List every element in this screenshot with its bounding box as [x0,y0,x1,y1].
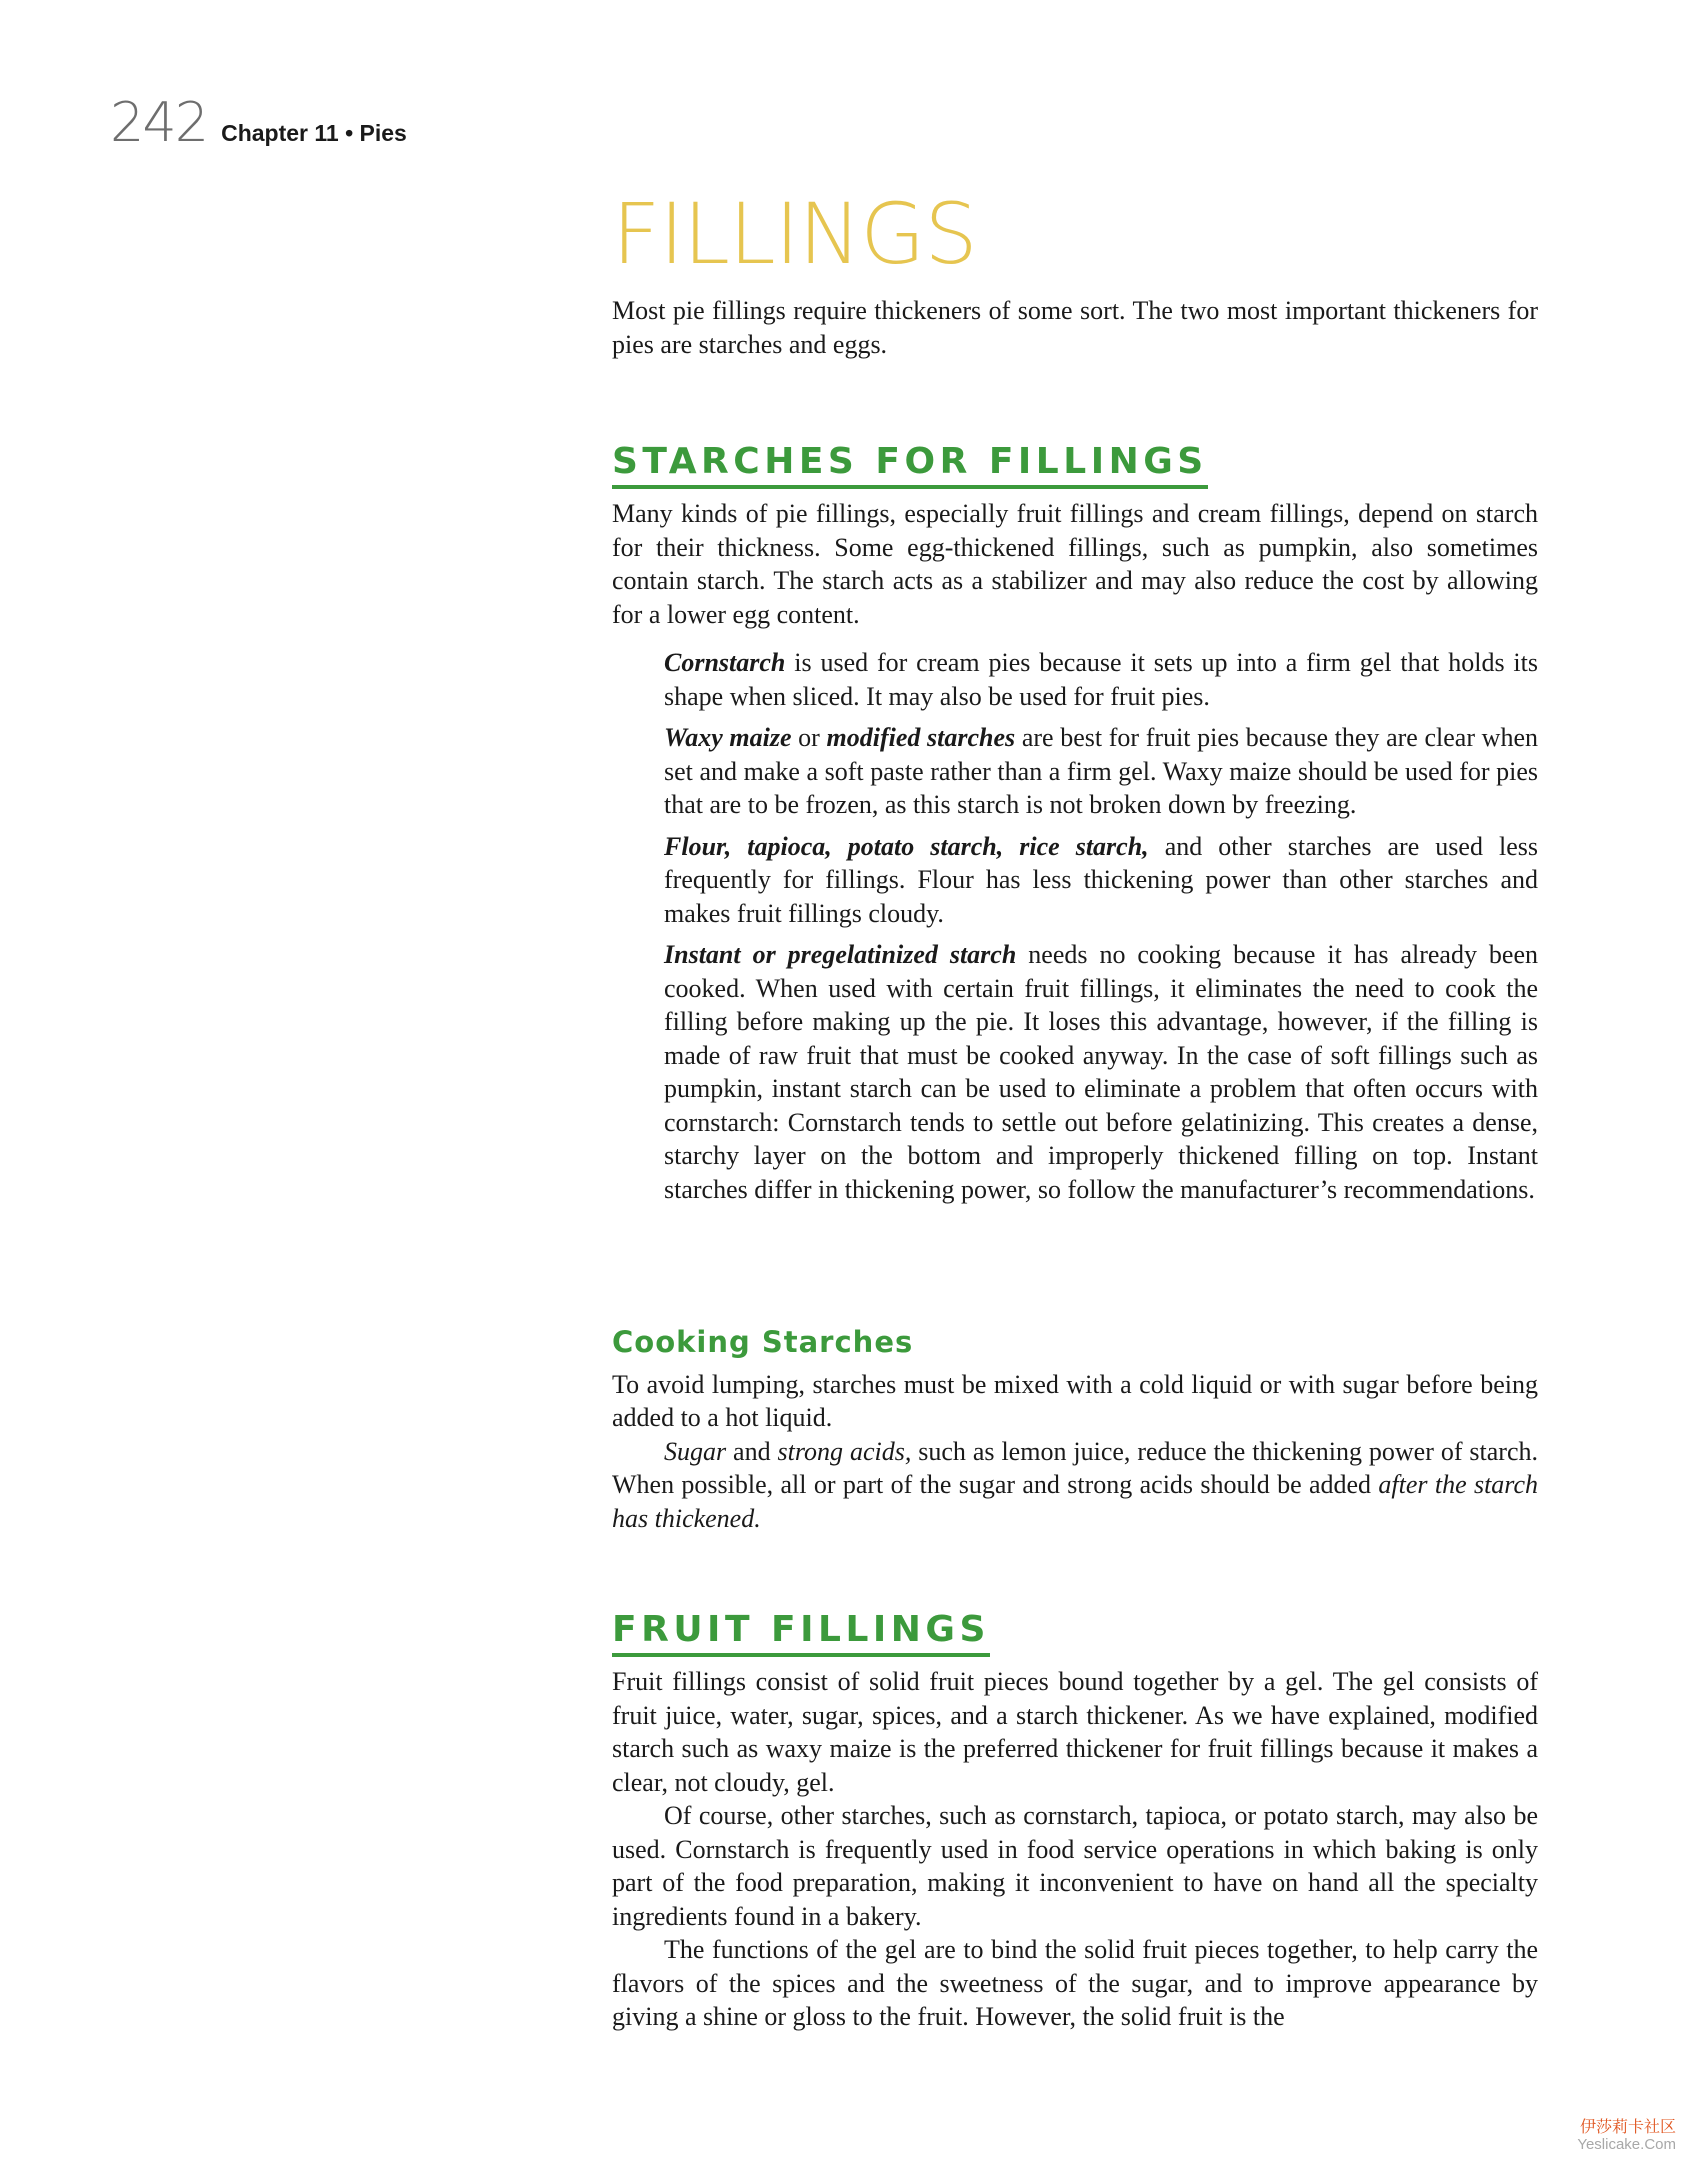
fruit-paragraph: The functions of the gel are to bind the solid fruit pieces together, to help carry the flavors of the spices and the sweetness of the sugar, and to improve appearance by giving a shine or gloss to the fruit. However, the solid fruit is the [612,1935,1538,2032]
fruit-paragraph: Of course, other starches, such as cornstarch, tapioca, or potato starch, may also be used. Cornstarch is frequently used in food service operations in which baking is only part of the food preparation, making it inconvenient to have on hand all the specialty ingredients found in a bakery. [612,1801,1538,1931]
starches-heading: STARCHES FOR FILLINGS [612,440,1208,489]
page-number: 242 [110,91,208,154]
watermark-cn: 伊莎莉卡社区 [1579,2117,1676,2136]
list-item: Waxy maize or modified starches are best for fruit pies because they are clear when set and make a soft paste rather than a firm gel. Waxy maize should be used for pies that are to be frozen, as this starch is not broken down by freezing. [664,723,1538,820]
running-header [110,91,407,154]
starch-types-list [664,646,1538,1206]
cooking-starches-section [612,1327,1538,1535]
list-item: Flour, tapioca, potato starch, rice starch, and other starches are used less frequently for fillings. Flour has less thickening power than other starches and makes fruit fillings cloudy. [664,831,1538,928]
starches-section [612,440,1538,1206]
watermark [1577,2118,1676,2154]
cooking-paragraph: Sugar and strong acids, such as lemon juice, reduce the thickening power of starch. When possible, all or part of the sugar and strong acids should be added after the starch has thickened. [612,1436,1538,1533]
intro-paragraph: Most pie fillings require thickeners of some sort. The two most important thickeners for pies are starches and eggs. [612,296,1538,359]
fruit-paragraph: Fruit fillings consist of solid fruit pieces bound together by a gel. The gel consists of fruit juice, water, sugar, spices, and a starch thickener. As we have explained, modified starch such as waxy maize is the preferred thickener for fruit fillings because it makes a clear, not cloudy, gel. [612,1667,1538,1797]
list-item: Cornstarch is used for cream pies because it sets up into a firm gel that holds its shape when sliced. It may also be used for fruit pies. [664,648,1538,711]
cooking-starches-heading: Cooking Starches [612,1325,914,1359]
fruit-fillings-heading: FRUIT FILLINGS [612,1608,990,1657]
fruit-fillings-section [612,1608,1538,2034]
starches-intro: Many kinds of pie fillings, especially fruit fillings and cream fillings, depend on starch for their thickness. Some egg-thickened fillings, such as pumpkin, also sometimes contain starch. The starch acts as a stabilizer and may also reduce the cost by allowing for a lower egg content. [612,499,1538,629]
list-item: Instant or pregelatinized starch needs no cooking because it has already been cooked. When used with certain fruit fillings, it eliminates the need to cook the filling before making up the pie. It loses this advantage, however, if the filling is made of raw fruit that must be cooked anyway. In the case of soft fillings such as pumpkin, instant starch can be used to eliminate a problem that often occurs with cornstarch: Cornstarch tends to settle out before gelatinizing. This creates a dense, starchy layer on the bottom and improperly thickened filling on top. Instant starches differ in thickening power, so follow the manufacturer’s recommendations. [664,940,1538,1204]
main-column [612,185,1538,361]
chapter-title: Chapter 11 • Pies [221,120,407,146]
page-title: FILLINGS [612,185,977,283]
cooking-paragraph: To avoid lumping, starches must be mixed with a cold liquid or with sugar before being added to a hot liquid. [612,1369,1538,1433]
watermark-en: Yeslicake.Com [1577,2136,1676,2154]
